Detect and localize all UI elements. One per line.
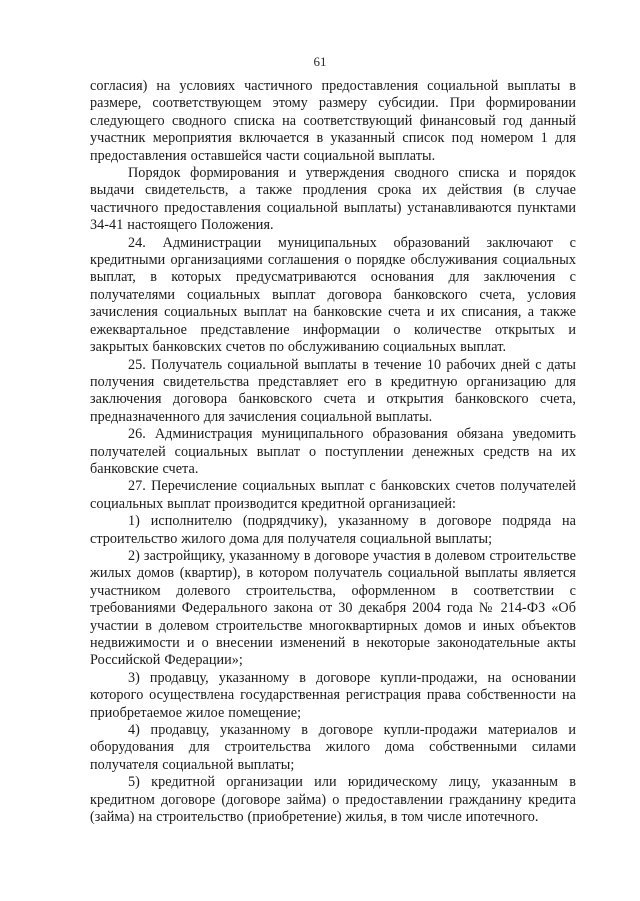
document-body [90,78,576,826]
paragraph-procedure: Порядок формирования и утверждения сводного списка и порядок выдачи свидетельств, а также продления срока их действия (в случае частичного предоставления социальной выплаты) устанавливаются пунктами 34-41 настоящего Положения. [90,165,576,234]
list-item-5: 5) кредитной организации или юридическому лицу, указанным в кредитном договоре (договоре займа) о предоставлении гражданину кредита (займа) на строительство (приобретение) жилья, в том числе ипотечного. [90,774,576,826]
paragraph-item-24: 24. Администрации муниципальных образований заключают с кредитными организациями соглашения о порядке обслуживания социальных выплат, в которых предусматриваются основания для заключения с получателями социальных выплат договора банковского счета, условия зачисления социальных выплат на банковские счета и их списания, а также ежеквартальное представление информации о количестве открытых и закрытых банковских счетов по обслуживанию социальных выплат. [90,234,576,356]
list-item-2: 2) застройщику, указанному в договоре участия в долевом строительстве жилых домов (квартир), в котором получатель социальной выплаты является участником долевого строительства, оформленном в соответствии с требованиями Федерального закона от 30 декабря 2004 года № 214-ФЗ «Об участии в долевом строительстве многоквартирных домов и иных объектов недвижимости и о внесении изменений в некоторые законодательные акты Российской Федерации»; [90,547,576,669]
page-number: 61 [313,54,327,69]
list-item-4: 4) продавцу, указанному в договоре купли-продажи материалов и оборудования для строительства жилого дома собственными силами получателя социальной выплаты; [90,722,576,773]
list-item-1: 1) исполнителю (подрядчику), указанному в договоре подряда на строительство жилого дома для получателя социальной выплаты; [90,513,576,547]
paragraph-continuation: согласия) на условиях частичного предоставления социальной выплаты в размере, соответствующем этому размеру субсидии. При формировании следующего сводного списка на соответствующий финансовый год данный участник мероприятия включается в указанный список под номером 1 для предоставления оставшейся части социальной выплаты. [90,78,576,164]
list-item-3: 3) продавцу, указанному в договоре купли-продажи, на основании которого осуществлена государственная регистрация права собственности на приобретаемое жилое помещение; [90,669,576,721]
paragraph-item-25: 25. Получатель социальной выплаты в течение 10 рабочих дней с даты получения свидетельства представляет его в кредитную организацию для заключения договора банковского счета и открытия банковского счета, предназначенного для зачисления социальной выплаты. [90,356,576,425]
paragraph-item-26: 26. Администрация муниципального образования обязана уведомить получателей социальных выплат о поступлении денежных средств на их банковские счета. [90,426,576,477]
paragraph-item-27: 27. Перечисление социальных выплат с банковских счетов получателей социальных выплат производится кредитной организацией: [90,478,576,512]
